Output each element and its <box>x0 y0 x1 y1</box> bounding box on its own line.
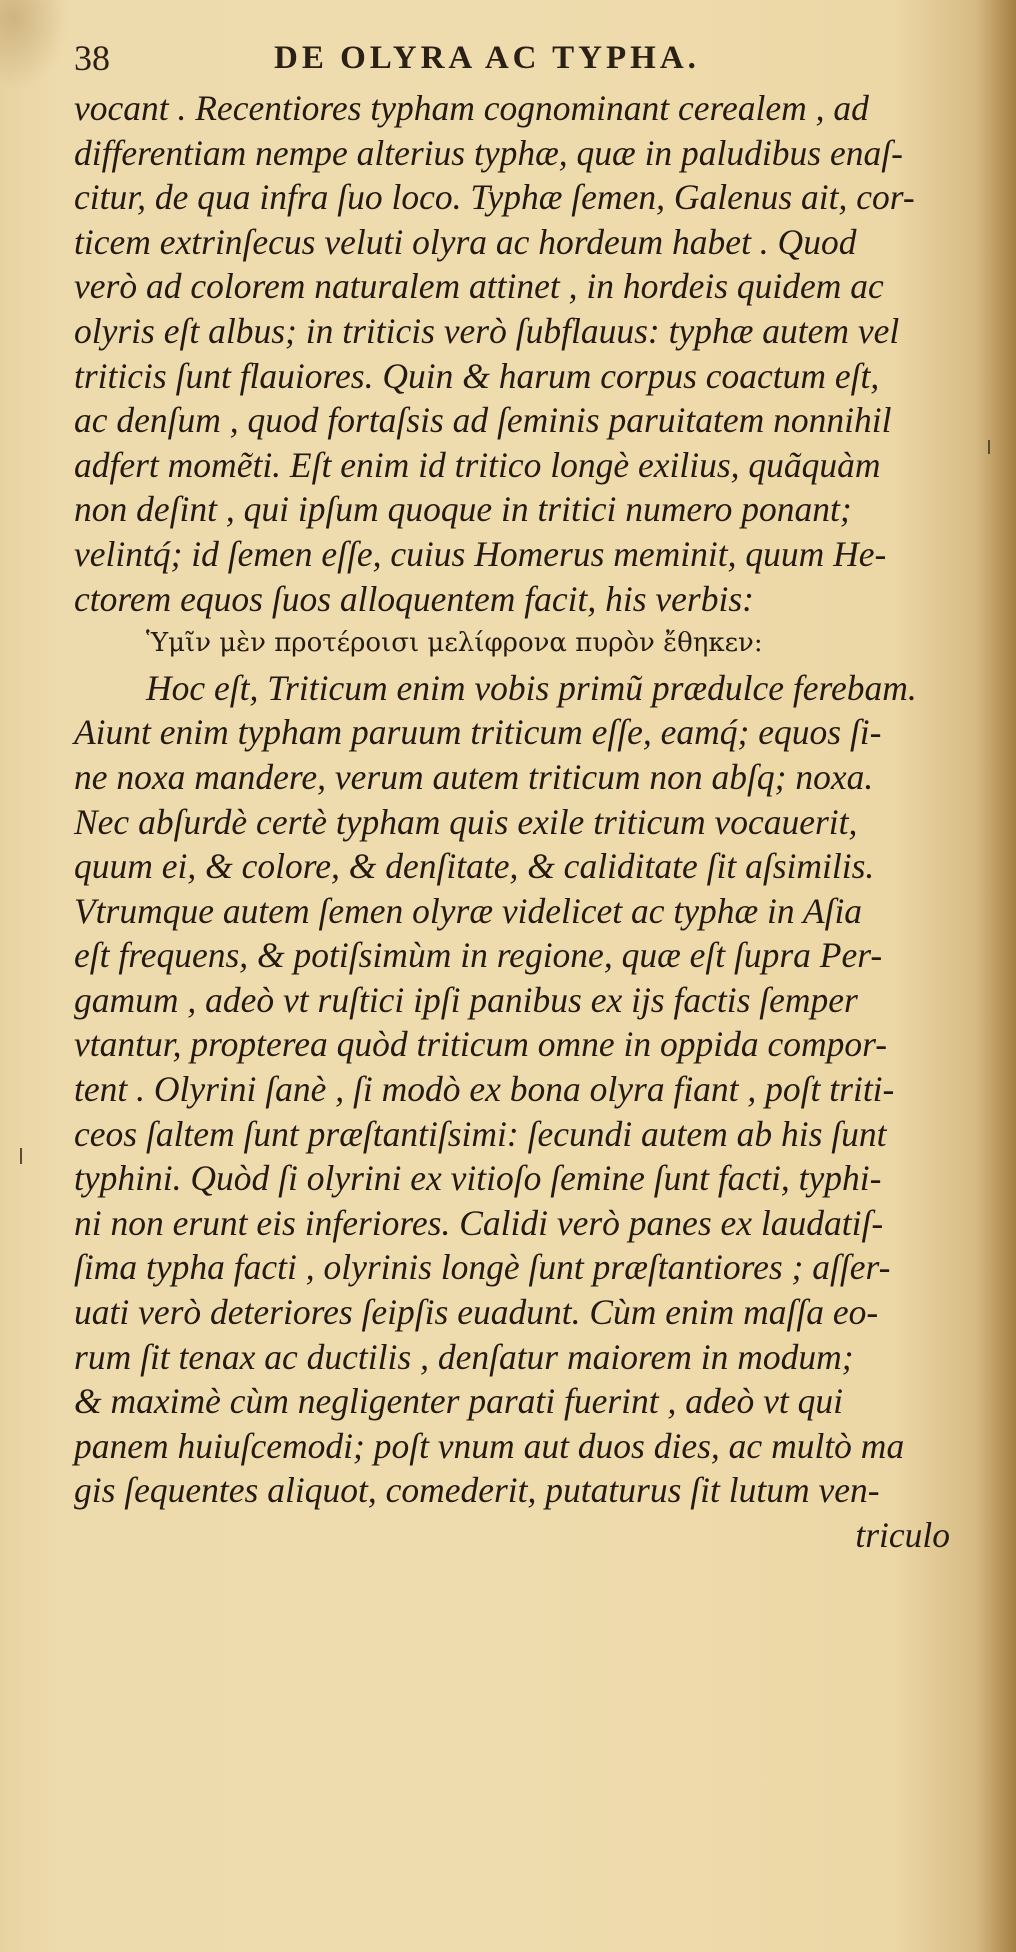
paper-stain <box>0 0 70 90</box>
text-line: & maximè cùm negligenter parati fuerint , adeò vt qui <box>74 1381 844 1422</box>
text-line: non deſint , qui ipſum quoque in tritici numero ponant; <box>74 489 852 530</box>
text-line: verò ad colorem naturalem attinet , in hordeis quidem ac <box>74 266 884 307</box>
text-line: uati verò deteriores ſeipſis euadunt. Cùm enim maſſa eo- <box>74 1292 879 1333</box>
text-line: ctorem equos ſuos alloquentem facit, his verbis: <box>74 578 754 619</box>
text-line: gis ſequentes aliquot, comederit, putaturus ſit lutum ven- <box>74 1470 880 1511</box>
page-number: 38 <box>74 38 110 78</box>
text-line: quum ei, & colore, & denſitate, & caliditate ſit aſsimilis. <box>74 846 875 887</box>
margin-mark <box>20 1148 22 1164</box>
text-line: tent . Olyrini ſanè , ſi modò ex bona olyra fiant , poſt triti- <box>74 1069 895 1110</box>
text-line: Hoc eſt, Triticum enim vobis primũ prædulce ferebam. <box>146 667 917 708</box>
text-line: ac denſum , quod fortaſsis ad ſeminis paruitatem nonnihil <box>74 400 892 441</box>
running-title: DE OLYRA AC TYPHA. <box>274 40 700 76</box>
text-line: eſt frequens, & potiſsimùm in regione, quæ eſt ſupra Per- <box>74 935 883 976</box>
text-line: typhini. Quòd ſi olyrini ex vitioſo ſemine ſunt facti, typhi- <box>74 1158 882 1199</box>
text-line: Nec abſurdè certè typham quis exile triticum vocauerit, <box>74 801 858 842</box>
text-line: olyris eſt albus; in triticis verò ſubflauus: typhæ autem vel <box>74 310 900 351</box>
greek-quotation: Ὑμῖν μὲν προτέροισι μελίφρονα πυρὸν ἔθηκεν: <box>146 628 763 659</box>
text-line: velintq́; id ſemen eſſe, cuius Homerus meminit, quum He- <box>74 533 887 574</box>
text-line: gamum , adeò vt ruſtici ipſi panibus ex ijs factis ſemper <box>74 979 858 1020</box>
page-header <box>74 38 974 78</box>
text-line: citur, de qua infra ſuo loco. Typhæ ſemen, Galenus ait, cor- <box>74 177 915 218</box>
body-text <box>74 86 962 1558</box>
text-line: ticem extrinſecus veluti olyra ac hordeum habet . Quod <box>74 221 857 262</box>
text-line: ne noxa mandere, verum autem triticum non abſq; noxa. <box>74 756 874 797</box>
text-line: ceos ſaltem ſunt præſtantiſsimi: ſecundi autem ab his ſunt <box>74 1113 887 1154</box>
text-line: Vtrumque autem ſemen olyræ videlicet ac typhæ in Aſia <box>74 890 863 931</box>
text-line: adfert momẽti. Eſt enim id tritico longè exilius, quãquàm <box>74 444 881 485</box>
text-line: triticis ſunt flauiores. Quin & harum corpus coactum eſt, <box>74 355 880 396</box>
text-line: ni non erunt eis inferiores. Calidi verò panes ex laudatiſ- <box>74 1202 884 1243</box>
text-line: Aiunt enim typham paruum triticum eſſe, eamq́; equos ſi- <box>74 712 882 753</box>
text-line: differentiam nempe alterius typhæ, quæ in paludibus enaſ- <box>74 132 903 173</box>
text-line: rum ſit tenax ac ductilis , denſatur maiorem in modum; <box>74 1336 854 1377</box>
catchword: triculo <box>855 1515 950 1555</box>
margin-mark <box>988 440 990 454</box>
text-line: vtantur, propterea quòd triticum omne in oppida compor- <box>74 1024 888 1065</box>
text-line: ſima typha facti , olyrinis longè ſunt præſtantiores ; aſſer- <box>74 1247 891 1288</box>
text-line: vocant . Recentiores typham cognominant cerealem , ad <box>74 88 869 128</box>
text-line: panem huiuſcemodi; poſt vnum aut duos dies, ac multò ma <box>74 1425 905 1466</box>
